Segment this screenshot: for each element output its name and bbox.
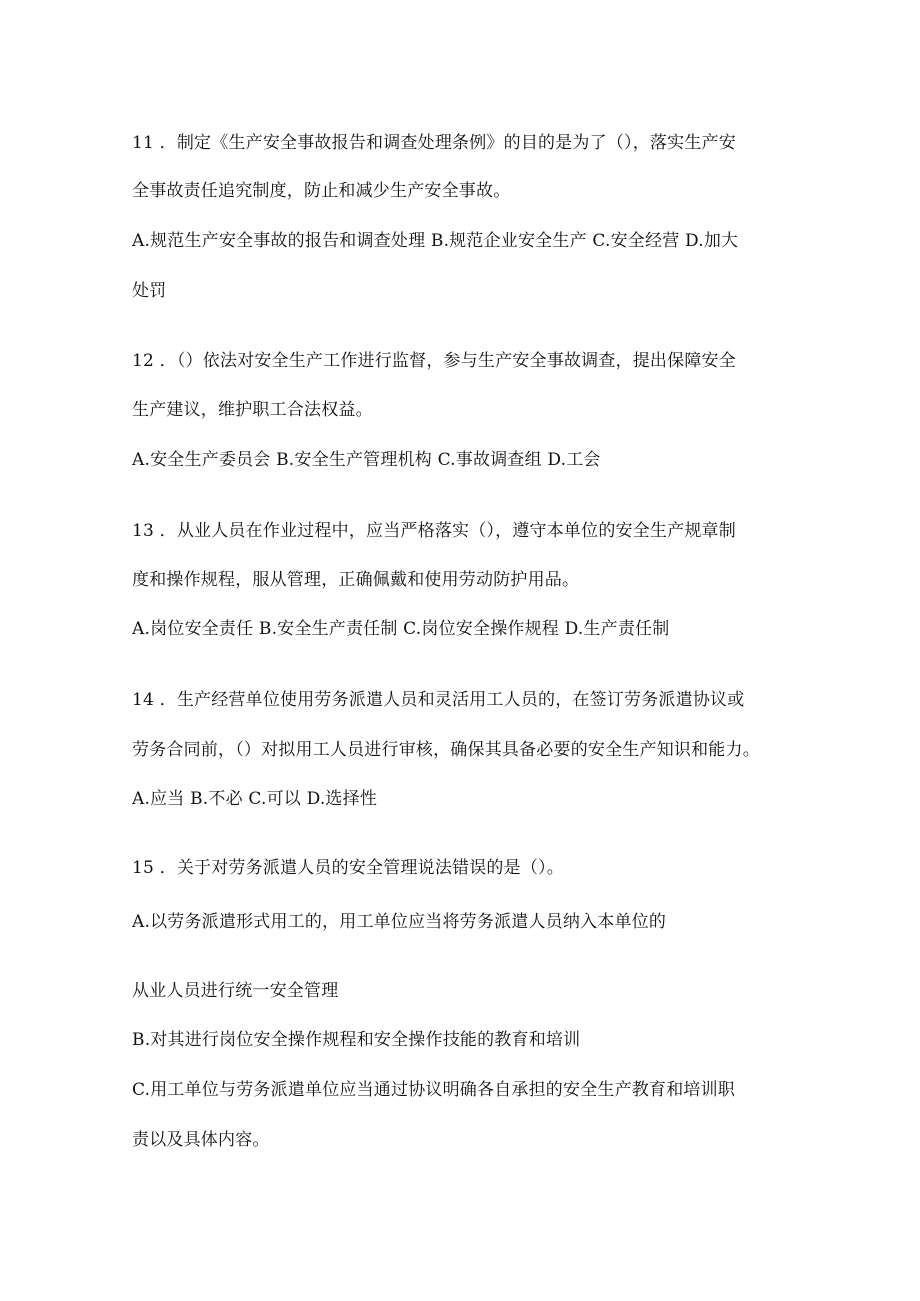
question-11-line-1: 11 ．制定《生产安全事故报告和调查处理条例》的目的是为了（），落实生产安: [132, 133, 736, 153]
question-11-options-cont: 处罚: [132, 281, 167, 301]
question-13-line-1: 13 ．从业人员在作业过程中，应当严格落实（），遵守本单位的安全生产规章制: [132, 521, 736, 541]
question-13-options: A.岗位安全责任 B.安全生产责任制 C.岗位安全操作规程 D.生产责任制: [132, 619, 670, 639]
question-11-options: A.规范生产安全事故的报告和调查处理 B.规范企业安全生产 C.安全经营 D.加大: [132, 231, 739, 251]
question-12-line-1: 12 ．（）依法对安全生产工作进行监督，参与生产安全事故调查，提出保障安全: [132, 351, 736, 371]
question-11-line-2: 全事故责任追究制度，防止和减少生产安全事故。: [132, 181, 511, 201]
question-15-option-c: C.用工单位与劳务派遣单位应当通过协议明确各自承担的安全生产教育和培训职: [132, 1080, 736, 1100]
question-14-line-2: 劳务合同前，（）对拟用工人员进行审核，确保其具备必要的安全生产知识和能力。: [132, 740, 760, 760]
question-12-options: A.安全生产委员会 B.安全生产管理机构 C.事故调查组 D.工会: [132, 450, 601, 470]
question-14-line-1: 14 ．生产经营单位使用劳务派遣人员和灵活用工人员的，在签订劳务派遣协议或: [132, 690, 745, 710]
question-15-option-c-cont: 责以及具体内容。: [132, 1130, 270, 1150]
question-13-line-2: 度和操作规程，服从管理，正确佩戴和使用劳动防护用品。: [132, 570, 580, 590]
question-15-line-1: 15 ．关于对劳务派遣人员的安全管理说法错误的是（）。: [132, 858, 564, 878]
question-15-option-a: A.以劳务派遣形式用工的，用工单位应当将劳务派遣人员纳入本单位的: [132, 912, 667, 932]
question-14-options: A.应当 B.不必 C.可以 D.选择性: [132, 789, 378, 809]
question-15-option-a-cont: 从业人员进行统一安全管理: [132, 981, 339, 1001]
question-15-option-b: B.对其进行岗位安全操作规程和安全操作技能的教育和培训: [132, 1030, 581, 1050]
question-12-line-2: 生产建议，维护职工合法权益。: [132, 400, 373, 420]
